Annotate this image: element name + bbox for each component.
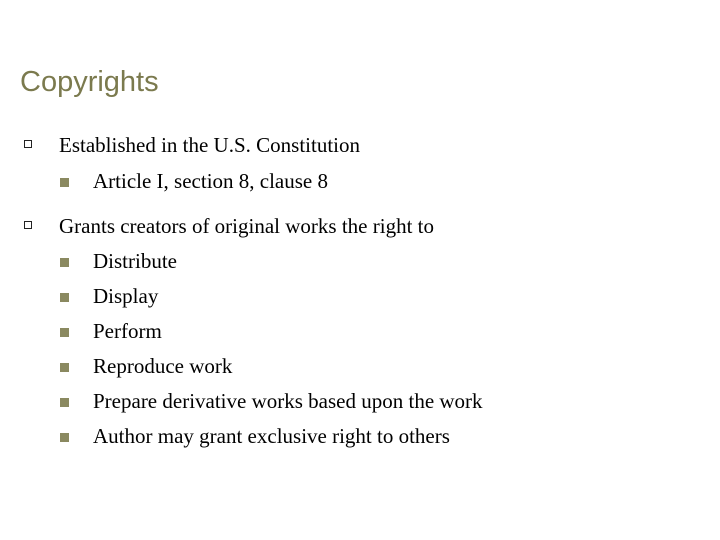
sub-bullet-text: Distribute: [93, 249, 177, 273]
sub-bullet-text: Article I, section 8, clause 8: [93, 169, 328, 193]
sub-bullet-text: Prepare derivative works based upon the work: [93, 389, 483, 413]
hollow-square-bullet-icon: [24, 221, 32, 229]
filled-square-bullet-icon: [60, 363, 69, 372]
filled-square-bullet-icon: [60, 328, 69, 337]
hollow-square-bullet-icon: [24, 140, 32, 148]
bullet-item: [24, 214, 624, 238]
bullet-text: Established in the U.S. Constitution: [59, 133, 361, 157]
sub-bullet-item: [60, 389, 620, 413]
bullet-text: Grants creators of original works the right to: [59, 214, 434, 238]
filled-square-bullet-icon: [60, 433, 69, 442]
sub-bullet-text: Reproduce work: [93, 354, 233, 378]
sub-bullet-item: [60, 249, 620, 273]
filled-square-bullet-icon: [60, 258, 69, 267]
slide-title: Copyrights: [20, 66, 159, 98]
sub-bullet-text: Perform: [93, 319, 162, 343]
sub-bullet-item: [60, 424, 620, 448]
sub-bullet-item: [60, 319, 620, 343]
bullet-item: [24, 133, 624, 157]
sub-bullet-item: [60, 354, 620, 378]
sub-bullet-item: [60, 284, 620, 308]
filled-square-bullet-icon: [60, 293, 69, 302]
filled-square-bullet-icon: [60, 178, 69, 187]
sub-bullet-text: Display: [93, 284, 159, 308]
filled-square-bullet-icon: [60, 398, 69, 407]
sub-bullet-text: Author may grant exclusive right to others: [93, 424, 450, 448]
sub-bullet-item: [60, 169, 620, 193]
